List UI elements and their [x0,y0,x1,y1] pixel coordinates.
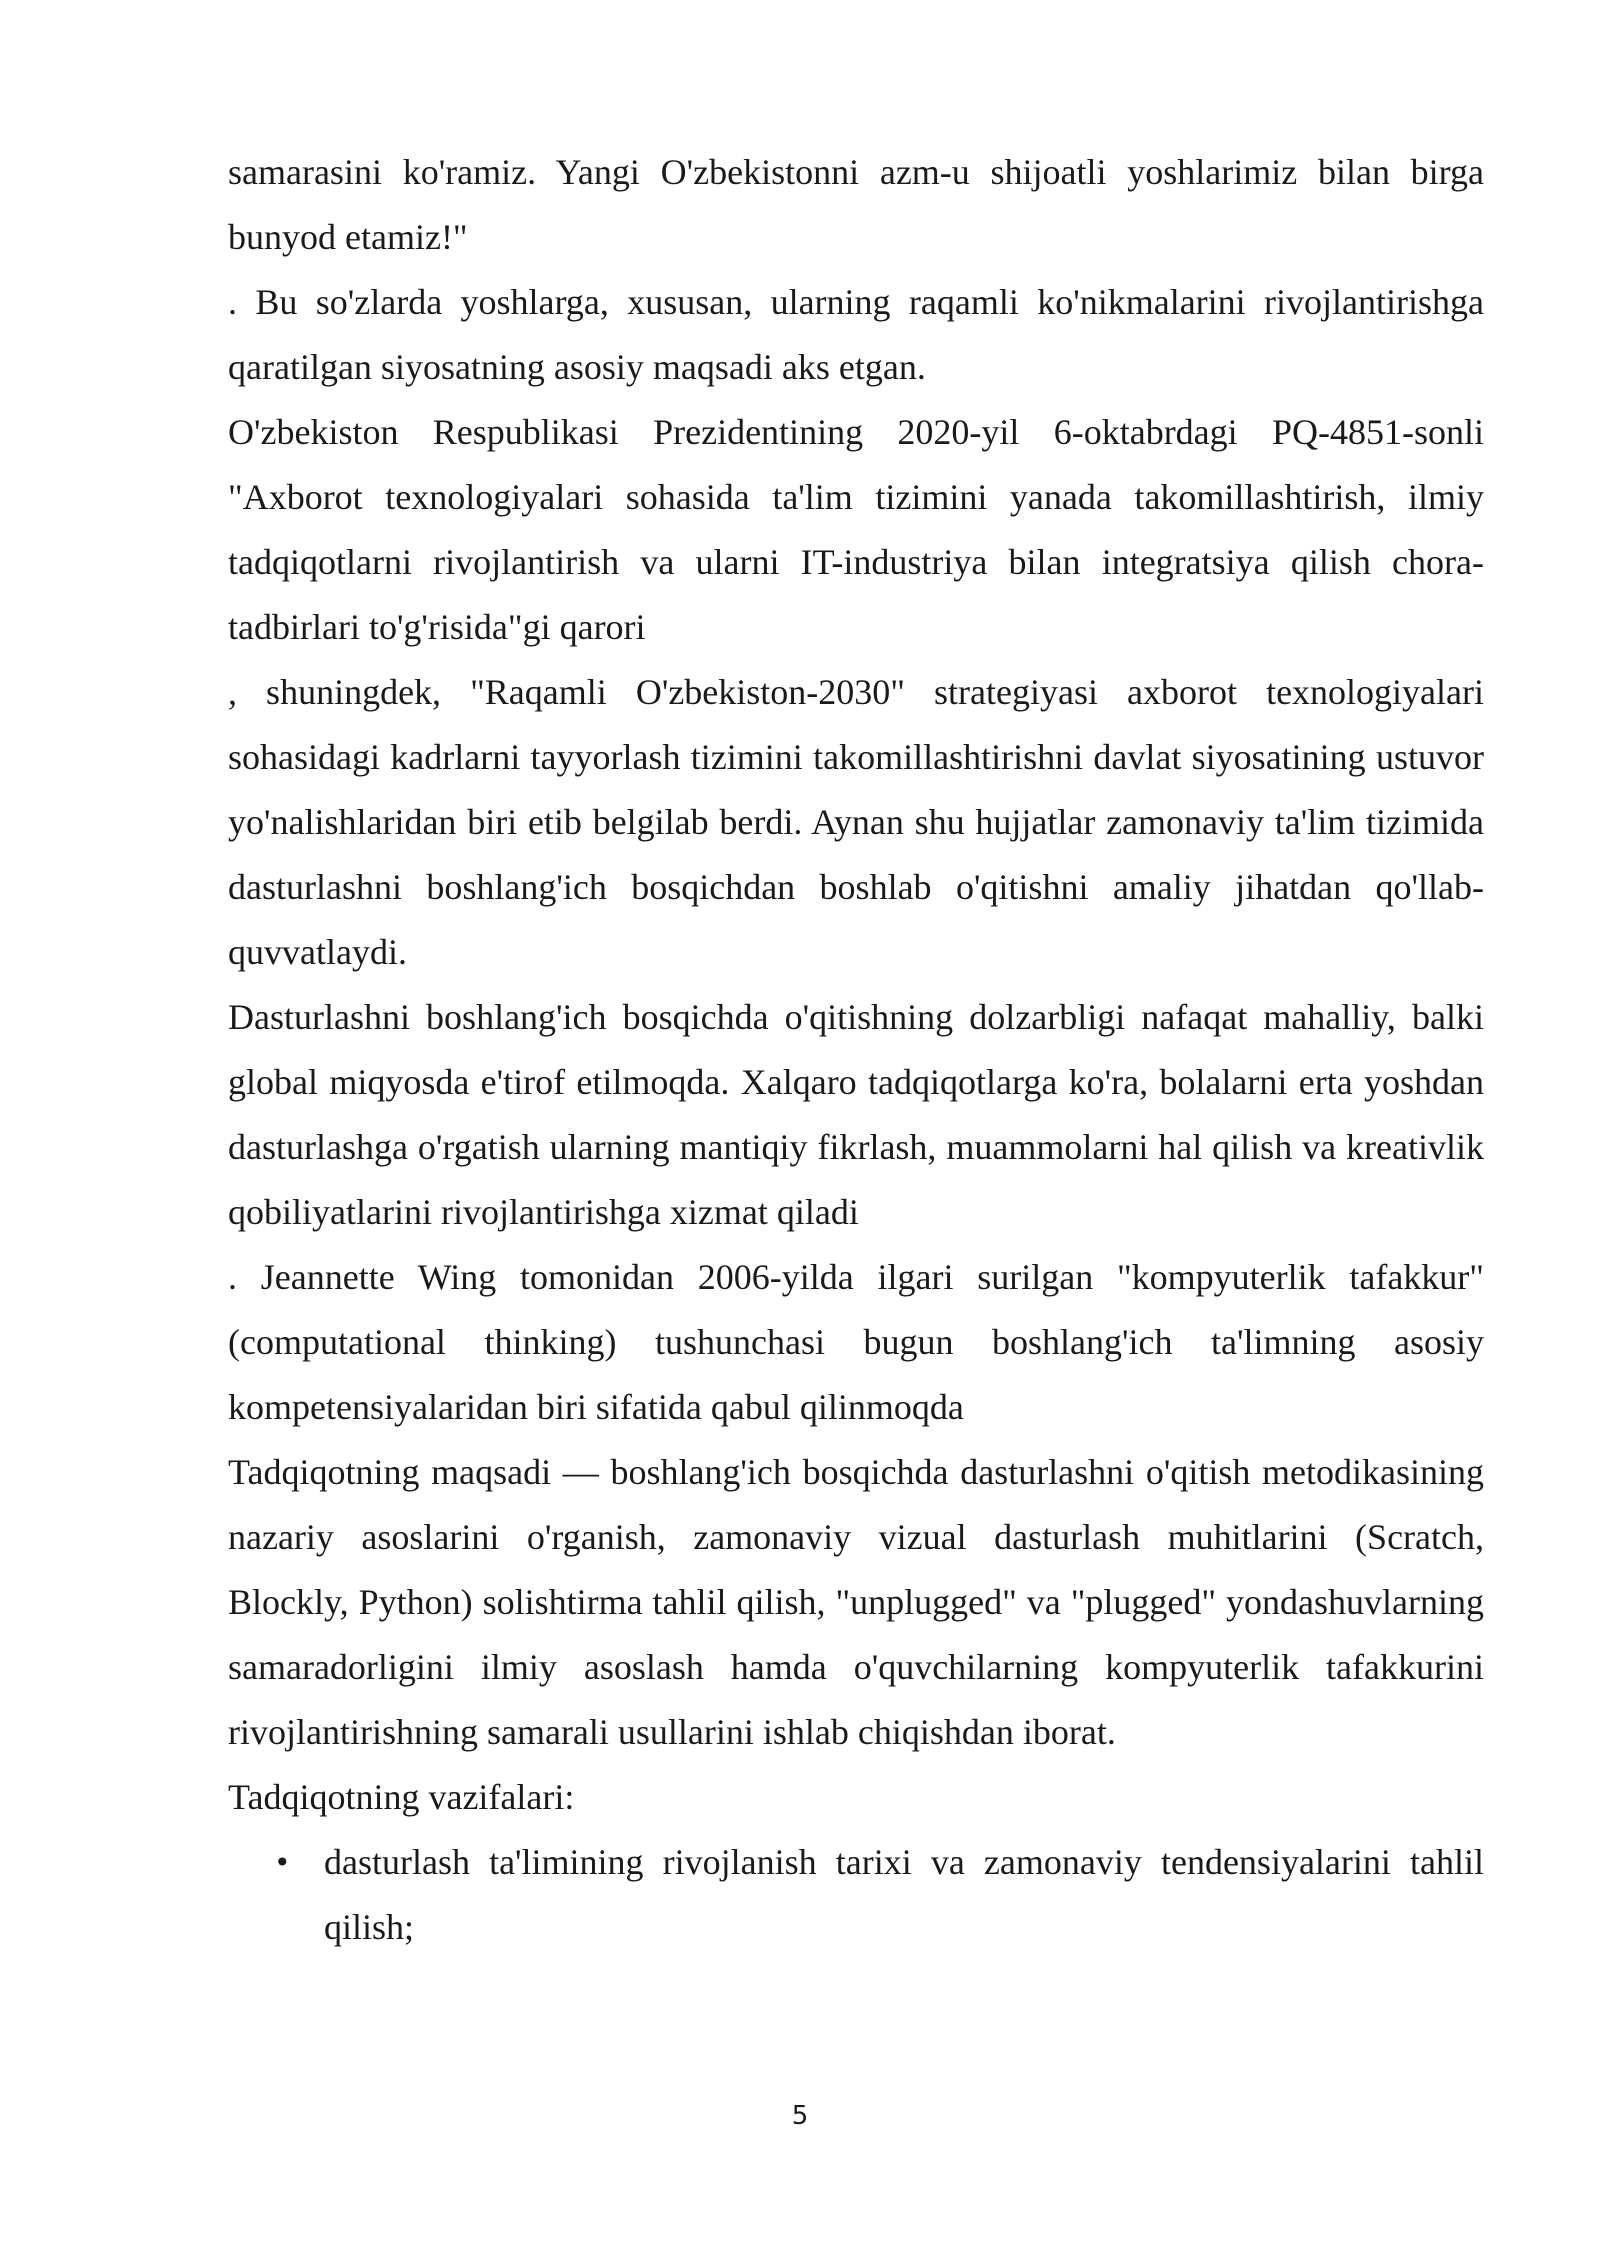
tasks-list [228,1830,1484,1960]
paragraph-2: . Bu so'zlarda yoshlarga, xususan, ularning raqamli ko'nikmalarini rivojlantirishga qaratilgan siyosatning asosiy maqsadi aks etgan. [228,282,1484,387]
paragraph-1: samarasini ko'ramiz. Yangi O'zbekistonni azm-u shijoatli yoshlarimiz bilan birga bunyod etamiz!" [228,152,1484,257]
list-item [228,1830,1484,1960]
document-body [228,140,1484,1960]
list-item-text: dasturlash ta'limining rivojlanish tarixi va zamonaviy tendensiyalarini tahlil qilish; [324,1842,1484,1947]
paragraph-7: Tadqiqotning maqsadi — boshlang'ich bosqichda dasturlashni o'qitish metodikasining nazariy asoslarini o'rganish, zamonaviy vizual dasturlash muhitlarini (Scratch, Blockly, Python) solishtirma tahlil qilish, "unplugged" va "plugged" yondashuvlarning samaradorligini ilmiy asoslash hamda o'quvchilarning kompyuterlik tafakkurini rivojlantirishning samarali usullarini ishlab chiqishdan iborat. [228,1452,1484,1752]
paragraph-3: O'zbekiston Respublikasi Prezidentining 2020-yil 6-oktabrdagi PQ-4851-sonli "Axborot texnologiyalari sohasida ta'lim tizimini yanada takomillashtirish, ilmiy tadqiqotlarni rivojlantirish va ularni IT-industriya bilan integratsiya qilish chora-tadbirlari to'g'risida"gi qarori [228,412,1484,647]
paragraph-4: , shuningdek, "Raqamli O'zbekiston-2030" strategiyasi axborot texnologiyalari sohasidagi kadrlarni tayyorlash tizimini takomillashtirishni davlat siyosatining ustuvor yo'nalishlaridan biri etib belgilab berdi. Aynan shu hujjatlar zamonaviy ta'lim tizimida dasturlashni boshlang'ich bosqichdan boshlab o'qitishni amaliy jihatdan qo'llab-quvvatlaydi. [228,672,1484,972]
paragraph-8: Tadqiqotning vazifalari: [228,1777,575,1817]
bullet-icon: • [274,1846,291,1879]
paragraph-5: Dasturlashni boshlang'ich bosqichda o'qitishning dolzarbligi nafaqat mahalliy, balki global miqyosda e'tirof etilmoqda. Xalqaro tadqiqotlarga ko'ra, bolalarni erta yoshdan dasturlashga o'rgatish ularning mantiqiy fikrlash, muammolarni hal qilish va kreativlik qobiliyatlarini rivojlantirishga xizmat qiladi [228,997,1484,1232]
page-number: 5 [791,2101,809,2131]
paragraph-6: . Jeannette Wing tomonidan 2006-yilda ilgari surilgan "kompyuterlik tafakkur" (computational thinking) tushunchasi bugun boshlang'ich ta'limning asosiy kompetensiyalaridan biri sifatida qabul qilinmoqda [228,1257,1484,1427]
